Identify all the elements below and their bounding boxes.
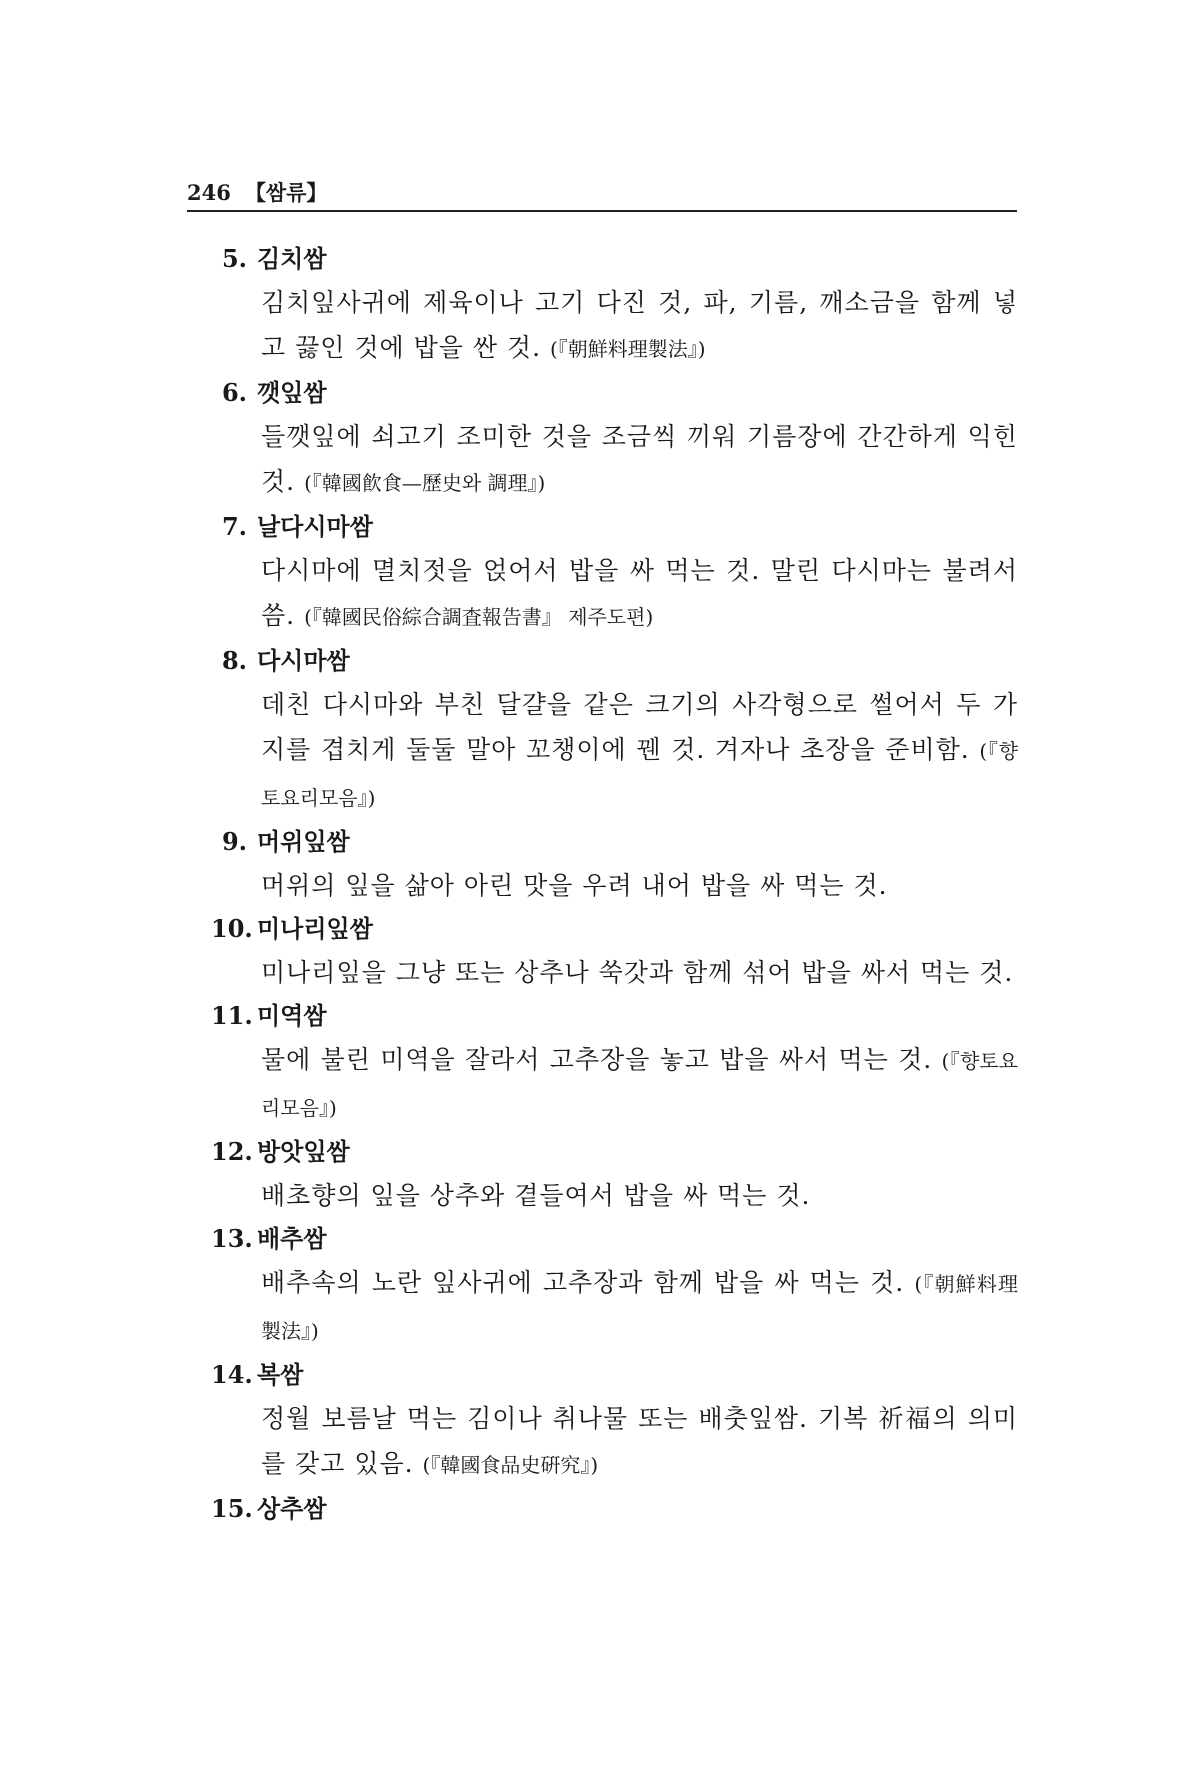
entry-title: 깻잎쌈: [257, 378, 327, 407]
entry: [223, 506, 1018, 640]
header-rule: [187, 210, 1017, 212]
running-head: [187, 178, 1007, 208]
entry-description: [261, 863, 1018, 908]
entry-heading: [223, 640, 1018, 682]
entry: [223, 238, 1018, 372]
entry-heading: [223, 506, 1018, 548]
entry-number: 15.: [211, 1494, 253, 1523]
entry-text: 다시마에 멸치젓을 얹어서 밥을 싸 먹는 것. 말린 다시마는 불려서 씀.: [261, 556, 1018, 630]
entry-text: 들깻잎에 쇠고기 조미한 것을 조금씩 끼워 기름장에 간간하게 익힌 것.: [261, 422, 1018, 496]
entry-text: 김치잎사귀에 제육이나 고기 다진 것, 파, 기름, 깨소금을 함께 넣고 끓인 것에 밥을 싼 것.: [261, 288, 1018, 362]
entry-description: [261, 682, 1018, 821]
entry-number: 13.: [211, 1224, 253, 1253]
entry-heading: [211, 995, 1018, 1037]
entry: [211, 995, 1019, 1131]
entry-text: 물에 불린 미역을 잘라서 고추장을 놓고 밥을 싸서 먹는 것.: [261, 1045, 933, 1074]
page-number: 246: [187, 180, 231, 205]
entry-number: 14.: [211, 1360, 253, 1389]
entry-description: [261, 1260, 1018, 1354]
entry-number: 8.: [221, 646, 247, 675]
entry-source: (『韓國民俗綜合調査報告書』 제주도편): [304, 605, 654, 629]
entry-text: 데친 다시마와 부친 달걀을 같은 크기의 사각형으로 썰어서 두 가지를 겹치게 둘둘 말아 꼬챙이에 꿴 것. 겨자나 초장을 준비함.: [261, 690, 1018, 764]
entry: [223, 372, 1018, 506]
entry-heading: [211, 1354, 1018, 1396]
entry-text: 정월 보름날 먹는 김이나 취나물 또는 배춧잎쌈. 기복 祈福의 의미를 갖고 있음.: [261, 1404, 1018, 1478]
entry-number: 11.: [211, 1001, 253, 1030]
entry-source: (『朝鮮料理製法』): [261, 1272, 1018, 1343]
entry-title: 날다시마쌈: [257, 512, 373, 541]
entry: [223, 640, 1018, 821]
entry-description: [261, 1173, 1018, 1218]
entry: [211, 1131, 1018, 1218]
entry-description: [261, 950, 1018, 995]
entry-heading: [211, 1218, 1018, 1260]
entry-heading: [211, 1131, 1018, 1173]
entry-title: 복쌈: [257, 1360, 304, 1389]
entry-number: 5.: [221, 244, 247, 273]
entry-number: 9.: [221, 827, 247, 856]
entry-heading: [223, 238, 1018, 280]
entry-description: [261, 414, 1018, 506]
entry-description: [261, 1396, 1018, 1488]
section-title: 【쌈류】: [244, 180, 328, 205]
entry-title: 상추쌈: [257, 1494, 327, 1523]
entry-title: 다시마쌈: [257, 646, 350, 675]
entry-title: 배추쌈: [257, 1224, 327, 1253]
entry-source: (『韓國飮食—歷史와 調理』): [304, 471, 546, 495]
entry-description: [261, 280, 1018, 372]
entry-text: 배추속의 노란 잎사귀에 고추장과 함께 밥을 싸 먹는 것.: [261, 1268, 905, 1297]
entry-title: 방앗잎쌈: [257, 1137, 350, 1166]
entry-heading: [211, 908, 1018, 950]
entry-title: 김치쌈: [257, 244, 327, 273]
entry-source: (『향토요리모음』): [261, 739, 1018, 810]
entry-number: 12.: [211, 1137, 253, 1166]
entry-text: 미나리잎을 그냥 또는 상추나 쑥갓과 함께 섞어 밥을 싸서 먹는 것.: [261, 958, 1014, 987]
entry: [211, 1488, 1018, 1530]
entry-text: 머위의 잎을 삶아 아린 맛을 우려 내어 밥을 싸 먹는 것.: [261, 871, 888, 900]
entry-heading: [211, 1488, 1018, 1530]
entry-description: [261, 548, 1018, 640]
entry-title: 미역쌈: [257, 1001, 327, 1030]
entry-number: 10.: [211, 914, 253, 943]
entry-list: [211, 238, 1019, 1530]
entry-title: 미나리잎쌈: [257, 914, 373, 943]
entry-number: 6.: [221, 378, 247, 407]
entry-title: 머위잎쌈: [257, 827, 350, 856]
entry-heading: [223, 372, 1018, 414]
entry-source: (『韓國食品史硏究』): [422, 1453, 599, 1477]
entry: [211, 1354, 1018, 1488]
entry: [211, 1218, 1018, 1354]
entry-text: 배초향의 잎을 상추와 곁들여서 밥을 싸 먹는 것.: [261, 1181, 811, 1210]
entry-source: (『朝鮮料理製法』): [550, 337, 706, 361]
entry-number: 7.: [221, 512, 247, 541]
entry-source: (『향토요리모음』): [261, 1049, 1019, 1120]
entry-description: [261, 1037, 1018, 1131]
entry: [223, 821, 1018, 908]
entry-heading: [223, 821, 1018, 863]
entry: [211, 908, 1018, 995]
